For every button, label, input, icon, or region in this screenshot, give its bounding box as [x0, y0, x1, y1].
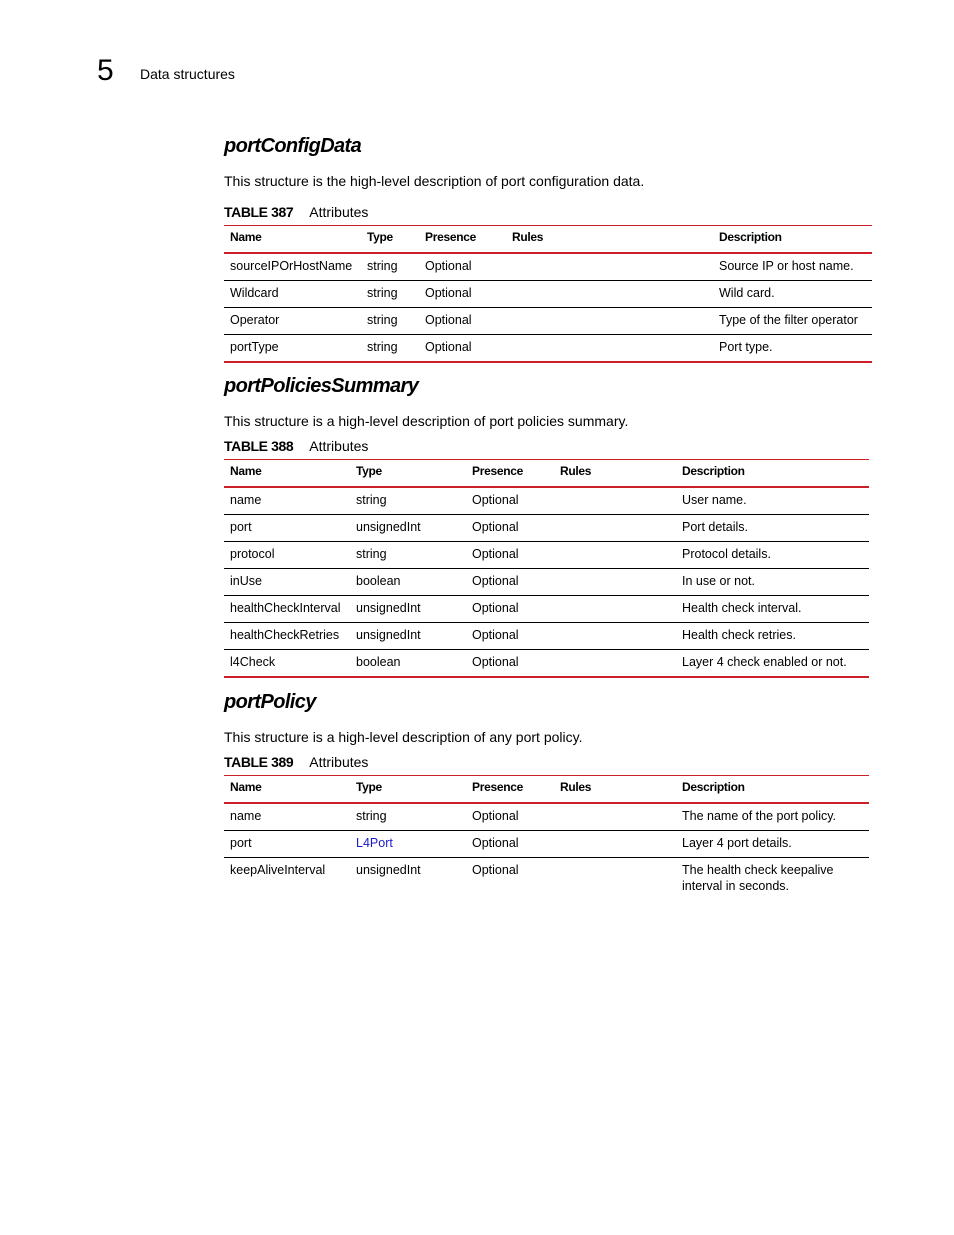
cell-rules — [554, 623, 676, 650]
cell-rules — [554, 569, 676, 596]
cell-rules — [506, 281, 713, 308]
table-row — [224, 803, 869, 831]
cell-type: boolean — [350, 569, 466, 596]
cell-description: Port type. — [713, 335, 872, 363]
section-heading: portPoliciesSummary — [224, 375, 419, 397]
cell-type: string — [361, 253, 419, 281]
column-header: Name — [224, 460, 350, 488]
table-row — [224, 596, 869, 623]
table-number: TABLE 387 — [224, 204, 294, 220]
cell-type: string — [361, 308, 419, 335]
table-caption — [224, 437, 869, 455]
section-port-policy — [224, 689, 869, 900]
cell-name: healthCheckRetries — [224, 623, 350, 650]
cell-type: string — [350, 487, 466, 515]
cell-presence: Optional — [419, 308, 506, 335]
cell-description: Source IP or host name. — [713, 253, 872, 281]
l4port-link[interactable]: L4Port — [356, 836, 393, 850]
table-number: TABLE 388 — [224, 438, 294, 454]
chapter-number: 5 — [97, 54, 114, 87]
table-header-row — [224, 776, 869, 804]
section-port-policies-summary — [224, 373, 869, 678]
table-caption — [224, 203, 872, 221]
cell-rules — [554, 596, 676, 623]
cell-presence: Optional — [419, 281, 506, 308]
cell-name: sourceIPOrHostName — [224, 253, 361, 281]
cell-name: Wildcard — [224, 281, 361, 308]
cell-name: healthCheckInterval — [224, 596, 350, 623]
cell-type: unsignedInt — [350, 515, 466, 542]
cell-presence: Optional — [419, 335, 506, 363]
cell-rules — [554, 650, 676, 678]
cell-name: name — [224, 803, 350, 831]
cell-description: Layer 4 check enabled or not. — [676, 650, 869, 678]
cell-description: Health check retries. — [676, 623, 869, 650]
column-header: Type — [361, 226, 419, 254]
cell-type: unsignedInt — [356, 863, 421, 877]
cell-description: The name of the port policy. — [676, 803, 869, 831]
cell-rules — [554, 831, 676, 858]
cell-name: inUse — [224, 569, 350, 596]
cell-type: string — [350, 803, 466, 831]
cell-rules — [554, 858, 676, 901]
cell-name: protocol — [224, 542, 350, 569]
column-header: Description — [676, 776, 869, 804]
section-description: This structure is the high-level description of port configuration data. — [224, 173, 645, 189]
cell-type: unsignedInt — [350, 596, 466, 623]
cell-rules — [554, 542, 676, 569]
cell-type: boolean — [350, 650, 466, 678]
table-header-row — [224, 226, 872, 254]
cell-type: string — [361, 335, 419, 363]
cell-name: Operator — [224, 308, 361, 335]
cell-type: string — [361, 281, 419, 308]
section-port-config-data — [224, 133, 872, 363]
table-row — [224, 569, 869, 596]
cell-name: port — [224, 515, 350, 542]
table-row — [224, 858, 869, 901]
cell-rules — [554, 803, 676, 831]
column-header: Description — [713, 226, 872, 254]
cell-description: User name. — [676, 487, 869, 515]
column-header: Type — [350, 460, 466, 488]
table-number: TABLE 389 — [224, 754, 294, 770]
table-row — [224, 335, 872, 363]
column-header: Description — [676, 460, 869, 488]
column-header: Type — [350, 776, 466, 804]
cell-presence: Optional — [466, 623, 554, 650]
table-row — [224, 542, 869, 569]
attributes-table — [224, 225, 872, 363]
section-heading: portConfigData — [224, 135, 362, 157]
cell-description: The health check keepalive interval in seconds. — [682, 863, 834, 893]
table-caption-text: Attributes — [309, 438, 369, 454]
cell-rules — [554, 487, 676, 515]
table-row — [224, 650, 869, 678]
column-header: Presence — [466, 776, 554, 804]
cell-presence: Optional — [419, 253, 506, 281]
cell-name: portType — [224, 335, 361, 363]
cell-rules — [506, 308, 713, 335]
cell-presence: Optional — [466, 487, 554, 515]
cell-description: Port details. — [676, 515, 869, 542]
table-row — [224, 831, 869, 858]
column-header: Rules — [554, 460, 676, 488]
cell-rules — [554, 515, 676, 542]
cell-type: unsignedInt — [350, 623, 466, 650]
column-header: Name — [224, 226, 361, 254]
table-row — [224, 308, 872, 335]
column-header: Presence — [466, 460, 554, 488]
section-heading: portPolicy — [224, 691, 316, 713]
cell-name: port — [224, 831, 350, 858]
cell-presence: Optional — [466, 569, 554, 596]
cell-name: keepAliveInterval — [230, 863, 326, 877]
table-row — [224, 487, 869, 515]
cell-presence: Optional — [466, 831, 554, 858]
cell-presence: Optional — [466, 596, 554, 623]
cell-presence: Optional — [466, 542, 554, 569]
cell-description: Type of the filter operator — [713, 308, 872, 335]
cell-name: name — [224, 487, 350, 515]
section-description: This structure is a high-level description of port policies summary. — [224, 413, 629, 429]
cell-presence: Optional — [466, 650, 554, 678]
cell-rules — [506, 253, 713, 281]
cell-description: Health check interval. — [676, 596, 869, 623]
cell-description: Protocol details. — [676, 542, 869, 569]
chapter-title: Data structures — [140, 66, 235, 82]
cell-presence: Optional — [466, 803, 554, 831]
cell-rules — [506, 335, 713, 363]
table-row — [224, 253, 872, 281]
column-header: Presence — [419, 226, 506, 254]
column-header: Name — [224, 776, 350, 804]
table-row — [224, 281, 872, 308]
attributes-table — [224, 775, 869, 900]
table-caption-text: Attributes — [309, 754, 369, 770]
cell-type — [350, 831, 466, 858]
table-caption-text: Attributes — [309, 204, 369, 220]
cell-type: string — [350, 542, 466, 569]
cell-description: Wild card. — [713, 281, 872, 308]
cell-description: In use or not. — [676, 569, 869, 596]
cell-presence: Optional — [466, 515, 554, 542]
cell-name: l4Check — [224, 650, 350, 678]
table-row — [224, 515, 869, 542]
table-row — [224, 623, 869, 650]
cell-description: Layer 4 port details. — [676, 831, 869, 858]
column-header: Rules — [554, 776, 676, 804]
attributes-table — [224, 459, 869, 678]
table-header-row — [224, 460, 869, 488]
section-description: This structure is a high-level description of any port policy. — [224, 729, 583, 745]
cell-presence: Optional — [472, 863, 519, 877]
table-caption — [224, 753, 869, 771]
column-header: Rules — [506, 226, 713, 254]
